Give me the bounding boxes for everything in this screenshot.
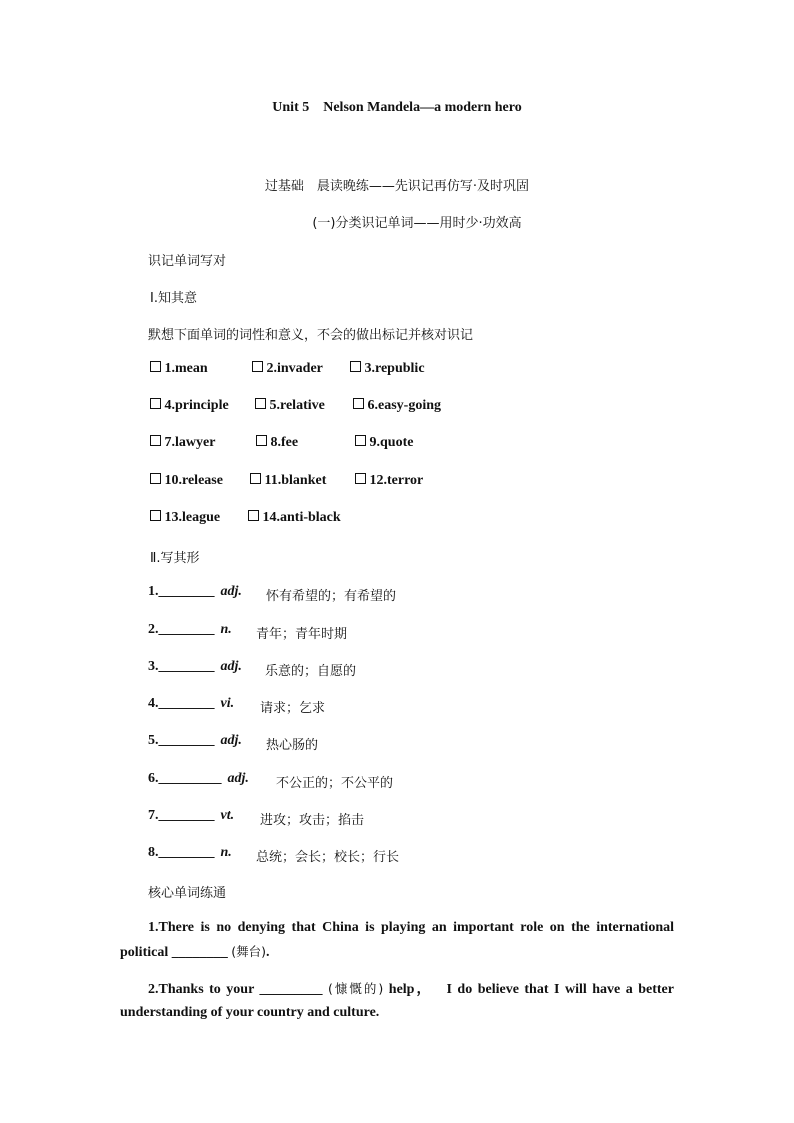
vocab-item	[150, 398, 229, 414]
core-label: 核心单词练通	[148, 886, 227, 901]
word-form-item	[148, 771, 249, 787]
part-of-speech: adj.	[227, 771, 249, 786]
vocab-item	[353, 398, 441, 414]
part-of-speech: n.	[220, 622, 232, 637]
checkbox-icon[interactable]	[150, 510, 161, 521]
checkbox-icon[interactable]	[150, 398, 161, 409]
vocab-word: 2.invader	[263, 361, 323, 376]
word-form-item	[148, 845, 232, 861]
part-of-speech: adj.	[220, 659, 242, 674]
checkbox-icon[interactable]	[150, 361, 161, 372]
word-form-item	[148, 659, 242, 675]
section-heading: 过基础 晨读晚练——先识记再仿写·及时巩固	[264, 179, 530, 194]
checkbox-icon[interactable]	[150, 435, 161, 446]
word-form-item	[148, 696, 234, 712]
part-of-speech: adj.	[220, 733, 242, 748]
form-meaning: 热心肠的	[266, 738, 319, 753]
checkbox-icon[interactable]	[255, 398, 266, 409]
checkbox-icon[interactable]	[355, 473, 366, 484]
vocab-word: 1.mean	[161, 361, 208, 376]
vocab-word: 7.lawyer	[161, 435, 216, 450]
vocab-item	[252, 361, 323, 377]
word-form-item	[148, 808, 234, 824]
checkbox-icon[interactable]	[150, 473, 161, 484]
form-blank[interactable]: 2.________	[148, 622, 215, 637]
form-meaning: 青年；青年时期	[256, 627, 348, 642]
vocab-item	[355, 473, 423, 489]
vocab-word: 10.release	[161, 473, 223, 488]
exercise-2-line-2: understanding of your country and culture.	[120, 1005, 380, 1020]
vocab-word: 13.league	[161, 510, 221, 525]
vocab-item	[250, 473, 326, 489]
exercise-1-period: .	[266, 945, 270, 960]
vocab-word: 11.blanket	[261, 473, 327, 488]
part-of-speech: vi.	[220, 696, 235, 711]
word-form-item	[148, 622, 232, 638]
vocab-word: 5.relative	[266, 398, 325, 413]
section-subheading: (一)分类识记单词——用时少·功效高	[312, 216, 522, 231]
checkbox-icon[interactable]	[353, 398, 364, 409]
exercise-1-blank[interactable]: political ________	[120, 945, 228, 960]
page-title: Unit 5 Nelson Mandela—a modern hero	[272, 100, 522, 115]
vocab-word: 3.republic	[361, 361, 425, 376]
checkbox-icon[interactable]	[355, 435, 366, 446]
form-blank[interactable]: 7.________	[148, 808, 215, 823]
word-form-item	[148, 733, 242, 749]
vocab-item	[150, 510, 220, 526]
vocab-item	[150, 361, 208, 377]
vocab-item	[255, 398, 325, 414]
part1-instruction: 默想下面单词的词性和意义，不会的做出标记并核对识记	[148, 328, 474, 343]
form-blank[interactable]: 5.________	[148, 733, 215, 748]
form-meaning: 乐意的；自愿的	[265, 664, 357, 679]
exercise-1-line-1	[148, 916, 674, 940]
form-blank[interactable]: 6._________	[148, 771, 222, 786]
part-of-speech: vt.	[220, 808, 235, 823]
checkbox-icon[interactable]	[250, 473, 261, 484]
exercise-1-line-2	[120, 940, 270, 965]
exercise-2-text	[148, 977, 674, 1002]
checkbox-icon[interactable]	[252, 361, 263, 372]
exercise-1-hint: (舞台)	[231, 944, 266, 959]
form-meaning: 请求；乞求	[260, 701, 326, 716]
vocab-item	[256, 435, 298, 451]
part2-label: Ⅱ.写其形	[150, 551, 200, 566]
part-of-speech: adj.	[220, 584, 242, 599]
form-blank[interactable]: 8.________	[148, 845, 215, 860]
vocab-item	[150, 473, 223, 489]
part-of-speech: n.	[220, 845, 232, 860]
exercise-1-text: 1.There is no denying that China is playing an important role on the international	[148, 920, 674, 935]
form-blank[interactable]: 3.________	[148, 659, 215, 674]
vocab-word: 9.quote	[366, 435, 414, 450]
checkbox-icon[interactable]	[248, 510, 259, 521]
vocab-item	[150, 435, 215, 451]
part1-label: Ⅰ.知其意	[150, 291, 197, 306]
vocab-word: 12.terror	[366, 473, 424, 488]
checkbox-icon[interactable]	[350, 361, 361, 372]
form-meaning: 不公正的；不公平的	[276, 776, 394, 791]
checkbox-icon[interactable]	[256, 435, 267, 446]
form-blank[interactable]: 1.________	[148, 584, 215, 599]
form-meaning: 怀有希望的；有希望的	[266, 589, 397, 604]
form-meaning: 进攻；攻击；掐击	[260, 813, 365, 828]
form-meaning: 总统；会长；校长；行长	[256, 850, 400, 865]
vocab-word: 6.easy-going	[364, 398, 441, 413]
vocab-word: 4.principle	[161, 398, 229, 413]
vocab-word: 14.anti-black	[259, 510, 341, 525]
exercise-2-hint: (慷慨的)	[328, 981, 384, 996]
vocab-word: 8.fee	[267, 435, 299, 450]
vocab-item	[248, 510, 341, 526]
vocab-item	[350, 361, 425, 377]
exercise-2-line-1	[148, 977, 674, 1002]
memorize-label: 识记单词写对	[148, 254, 227, 269]
form-blank[interactable]: 4.________	[148, 696, 215, 711]
vocab-item	[355, 435, 413, 451]
exercise-2-tail: help， I do believe that I will have a better	[383, 982, 674, 997]
word-form-item	[148, 584, 242, 600]
exercise-2-blank[interactable]: 2.Thanks to your _________	[148, 982, 323, 997]
